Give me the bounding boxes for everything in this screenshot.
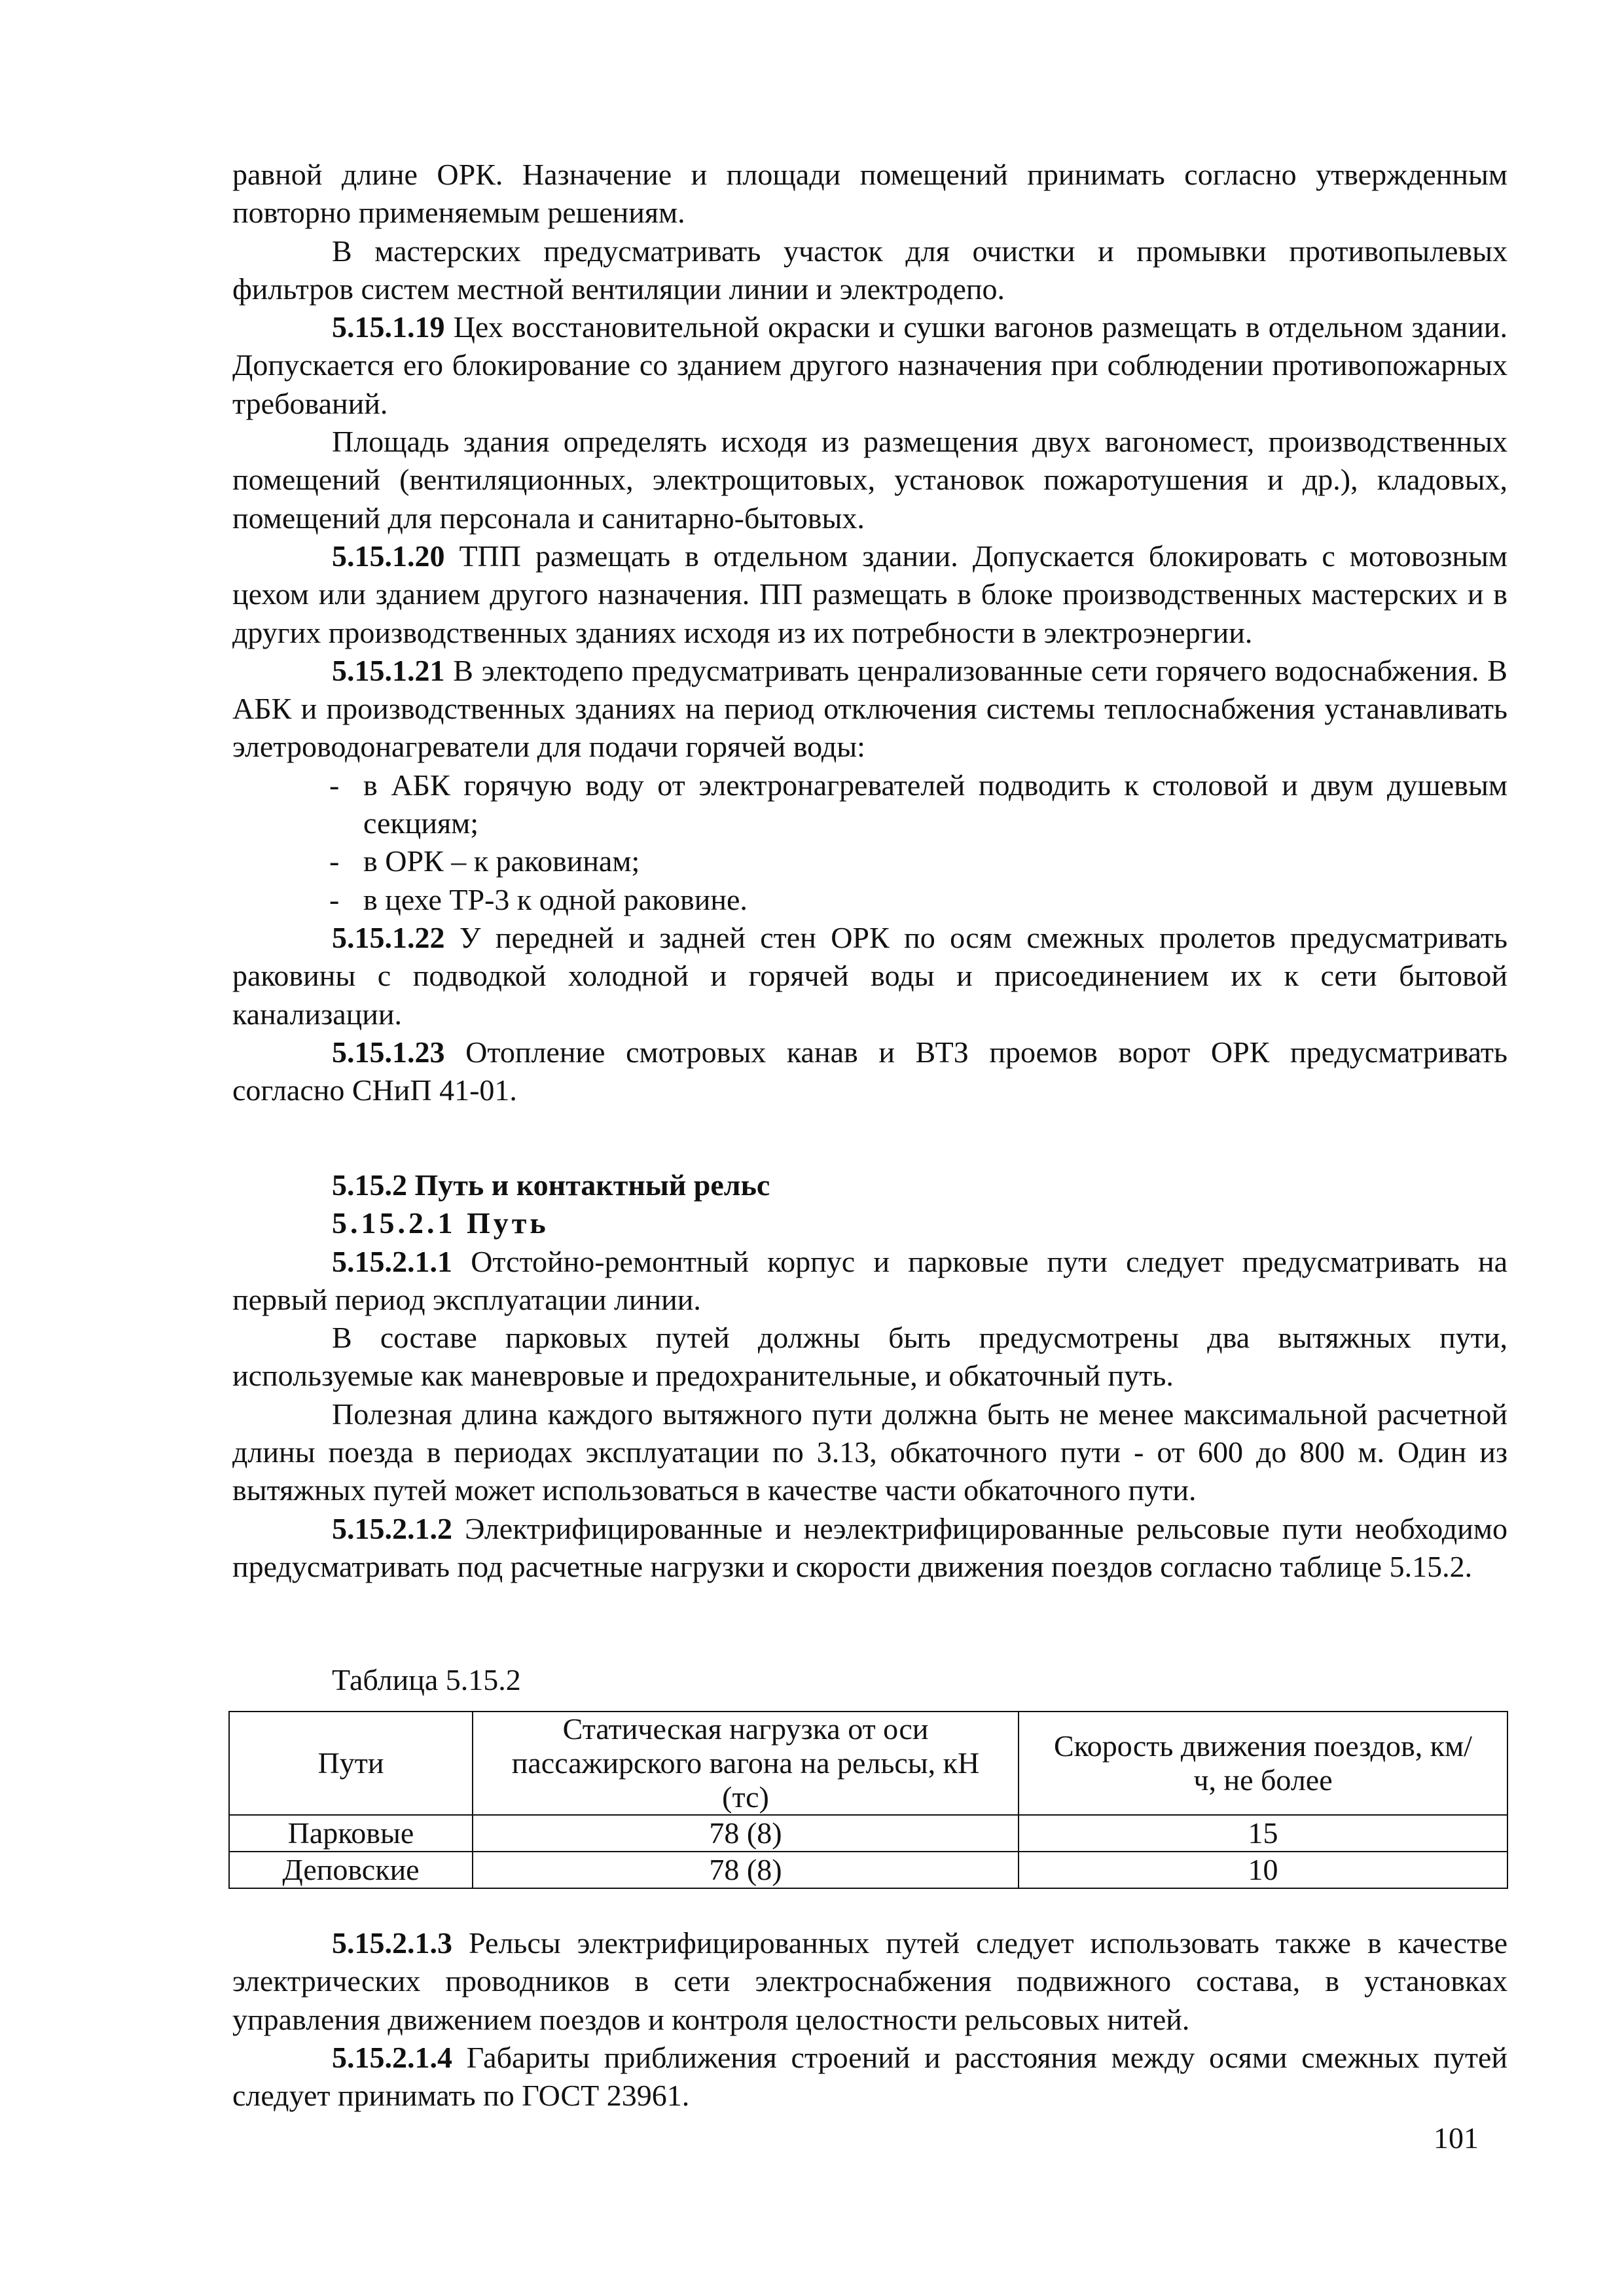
paragraph: 5.15.1.20 ТПП размещать в отдельном здании. Допускается блокировать с мотовозным цехом или зданием другого назначения. ПП размещать в блоке производственных мастерских и в других производственных зданиях исходя из их потребности в электроэнергии.	[232, 539, 1507, 649]
clause-number: 5.15.1.21	[332, 653, 445, 687]
top-section	[232, 156, 1507, 1109]
dash-marker: -	[329, 844, 340, 878]
header-cell: Статическая нагрузка от оси пассажирского вагона на рельсы, кН (тс)	[473, 1712, 1019, 1815]
clause-number: 5.15.2.1.3	[332, 1926, 452, 1960]
paragraph: 5.15.2.1.4 Габариты приближения строений и расстояния между осями смежных путей следует принимать по ГОСТ 23961.	[232, 2040, 1507, 2113]
paragraph: Полезная длина каждого вытяжного пути должна быть не менее максимальной расчетной длины поезда в периодах эксплуатации по 3.13, обкаточного пути - от 600 до 800 м. Один из вытяжных путей может использоваться в качестве части обкаточного пути.	[232, 1397, 1507, 1507]
paragraph: 5.15.2.1.2 Электрифицированные и неэлектрифицированные рельсовые пути необходимо предусматривать под расчетные нагрузки и скорости движения поездов согласно таблице 5.15.2.	[232, 1511, 1507, 1583]
paragraph: 5.15.1.21 В электодепо предусматривать ценрализованные сети горячего водоснабжения. В АБК и производственных зданиях на период отключения системы теплоснабжения устанавливать элетроводонагреватели для подачи горячей воды:	[232, 653, 1507, 764]
table-row	[229, 1815, 1507, 1852]
paragraph: 5.15.2.1.1 Отстойно-ремонтный корпус и парковые пути следует предусматривать на первый период эксплуатации линии.	[232, 1244, 1507, 1316]
paragraph: 5.15.2.1.3 Рельсы электрифицированных путей следует использовать также в качестве электрических проводников в сети электроснабжения подвижного состава, в установках управления движением поездов и контроля целостности рельсовых нитей.	[232, 1926, 1507, 2036]
section-heading: 5.15.2 Путь и контактный рельс	[332, 1168, 770, 1202]
paragraph: Площадь здания определять исходя из размещения двух вагономест, производственных помещений (вентиляционных, электрощитовых, установок пожаротушения и др.), кладовых, помещений для персонала и санитарно-бытовых.	[232, 425, 1507, 535]
clause-number: 5.15.2.1.1	[332, 1244, 452, 1278]
clause-number: 5.15.1.20	[332, 539, 445, 573]
paragraph: 5.15.1.19 Цех восстановительной окраски и сушки вагонов размещать в отдельном здании. Допускается его блокирование со зданием другого назначения при соблюдении противопожарных требований.	[232, 310, 1507, 420]
subsection-heading: 5.15.2.1 Путь	[332, 1206, 549, 1240]
table-header-row	[229, 1712, 1507, 1815]
table-cell: 10	[1019, 1852, 1507, 1888]
paragraph: равной длине ОРК. Назначение и площади помещений принимать согласно утвержденным повторно применяемым решениям.	[232, 158, 1507, 230]
header-cell: Пути	[229, 1712, 473, 1815]
bottom-section	[232, 1924, 1507, 2115]
paragraph: 5.15.1.22 У передней и задней стен ОРК по осям смежных пролетов предусматривать раковины с подводкой холодной и горячей воды и присоединением их к сети бытовой канализации.	[232, 920, 1507, 1031]
clause-number: 5.15.1.23	[332, 1035, 445, 1069]
load-speed-table	[228, 1711, 1508, 1889]
page-number: 101	[1434, 2121, 1479, 2155]
bullet-list	[232, 766, 1507, 919]
table-cell: 78 (8)	[473, 1852, 1019, 1888]
table-caption: Таблица 5.15.2	[332, 1663, 521, 1696]
table-wrap	[232, 1711, 1507, 1889]
path-section	[232, 1166, 1507, 1586]
list-item: - в ОРК – к раковинам;	[232, 842, 1507, 880]
list-item: - в АБК горячую воду от электронагревателей подводить к столовой и двум душевым секциям;	[232, 766, 1507, 843]
dash-marker: -	[329, 768, 340, 802]
table-cell: Парковые	[229, 1815, 473, 1852]
clause-number: 5.15.2.1.2	[332, 1511, 452, 1545]
table-row	[229, 1852, 1507, 1888]
list-item: - в цехе ТР-3 к одной раковине.	[232, 881, 1507, 919]
table-cell: Деповские	[229, 1852, 473, 1888]
dash-marker: -	[329, 882, 340, 916]
paragraph: 5.15.1.23 Отопление смотровых канав и ВТЗ проемов ворот ОРК предусматривать согласно СНиП 41-01.	[232, 1035, 1507, 1107]
clause-number: 5.15.2.1.4	[332, 2040, 452, 2074]
paragraph: В составе парковых путей должны быть предусмотрены два вытяжных пути, используемые как маневровые и предохранительные, и обкаточный путь.	[232, 1321, 1507, 1393]
table-cell: 78 (8)	[473, 1815, 1019, 1852]
document-page	[232, 0, 1507, 2296]
clause-number: 5.15.1.19	[332, 310, 445, 344]
paragraph: В мастерских предусматривать участок для очистки и промывки противопылевых фильтров систем местной вентиляции линии и электродепо.	[232, 234, 1507, 306]
clause-number: 5.15.1.22	[332, 920, 445, 954]
header-cell: Скорость движения поездов, км/ч, не более	[1019, 1712, 1507, 1815]
table-cell: 15	[1019, 1815, 1507, 1852]
